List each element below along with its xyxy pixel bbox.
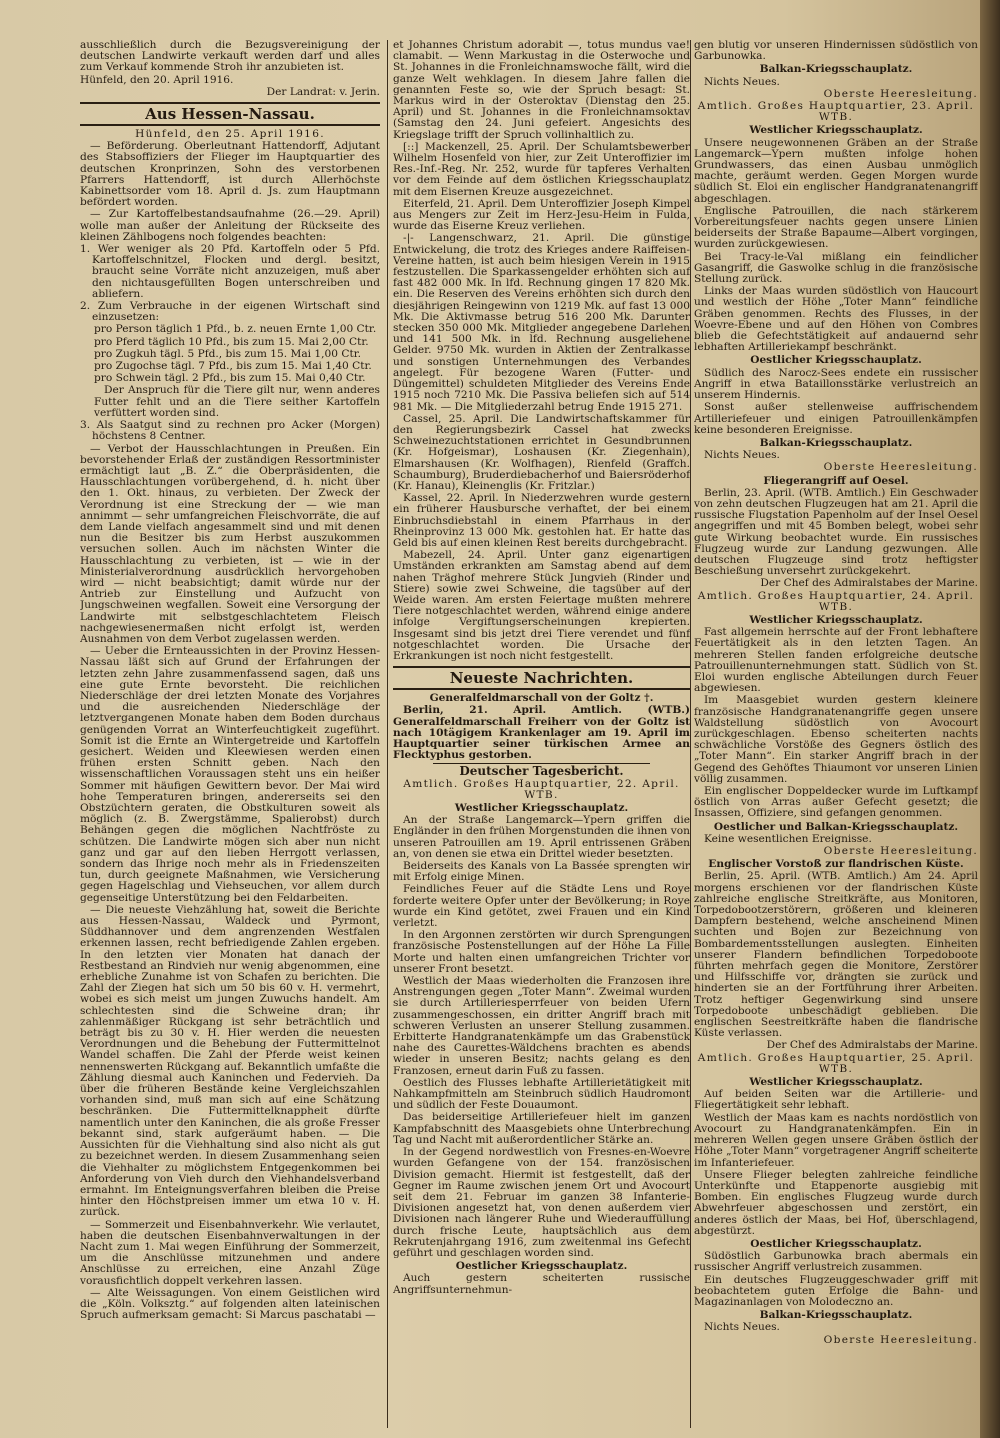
place-date: Hünfeld, den 20. April 1916.	[80, 73, 234, 86]
article-paragraph: Berlin, 21. April. Amtlich. (WTB.) Generalfeldmarschall Freiherr von der Goltz ist nach 10tägigem Krankenlager am 19. April im Hauptquartier seiner türkischen Armee an Flecktyphus gestorben.	[393, 704, 690, 762]
article-paragraph: — Ueber die Ernteaussichten in der Provinz Hessen-Nassau läßt sich auf Grund der Erfahrungen der letzten zehn Jahre zusammenfassend sagen, daß uns eine gute Ernte bevorsteht. Die reichlichen Niederschläge der drei letzten Monate des Vorjahres und die ausreichenden Niederschläge der letztvergangenen Monate haben dem Boden durchaus genügenden Vorrat an Winterfeuchtigkeit zugeführt. Somit ist die Ernte an Wintergetreide und Kartoffeln gesichert. Weiden und Kleewiesen werden einen frühen ersten Schnitt geben. Nach den wissenschaftlichen Voraussagen steht uns ein heißer Sommer mit häufigen Gewittern bevor. Der Mai wird hohe Temperaturen bringen, andererseits sei den Obstzüchtern geraten, die Obstkulturen soweit als möglich (z. B. Zwergstämme, Spalierobst) durch Behängen gegen die möglichen Nachtfröste zu schützen. Die Landwirte mögen sich aber nun nicht ganz und gar auf den lieben Herrgott verlassen, sondern das Ihrige noch mehr als in Friedenszeiten tun, durch geeignete Maßnahmen, wie Versicherung gegen Hagelschlag und Viehseuchen, vor allem durch gegenseitige Unterstützung bei den Feldarbeiten.	[80, 645, 380, 904]
article-paragraph: [::] Mackenzell, 25. April. Der Schulamtsbewerber Wilhelm Hosenfeld von hier, zur Zeit Unteroffizier im Res.-Inf.-Reg. Nr. 252, wurde für tapferes Verhalten vor dem Feinde auf dem östlichen Kriegsschauplatz mit dem Eisernen Kreuze ausgezeichnet.	[393, 140, 690, 198]
article-paragraph: Bei Tracy-le-Val mißlang ein feindlicher Gasangriff, die Gaswolke schlug in die französische Stellung zurück.	[694, 250, 978, 286]
article-paragraph: et Johannes Christum adorabit —, totus mundus vae! clamabit. — Wenn Markustag in die Osterwoche und St. Johannes in die Fronleichnamswoche fällt, wird die ganze Welt wehklagen. In diesem Jahre fallen die genannten Feste so, wie der Spruch besagt: St. Markus wird in der Osteroktav (Dienstag den 25. April) und St. Johannes in die Fronleichnamsoktav (Samstag den 24. Juni gefeiert. Angesichts des Kriegslage trifft der Spruch vollinhaltlich zu.	[393, 40, 690, 141]
subheadline: Westlicher Kriegsschauplatz.	[749, 1076, 923, 1089]
ration-row: pro Zugochse tägl. 7 Pfd., bis zum 15. Mai 1,40 Ctr.	[94, 360, 372, 373]
article-paragraph: Sonst außer stellenweise auffrischendem Artilleriefeuer und einigen Patrouillenkämpfen keine besonderen Ereignisse.	[694, 401, 978, 436]
column-1	[80, 40, 380, 1428]
subheadline: Westlicher Kriegsschauplatz.	[454, 802, 629, 814]
article-paragraph: — Beförderung. Oberleutnant Hattendorff, Adjutant des Stabsoffiziers der Flieger im Hauptquartier des deutschen Kronprinzen, Sohn des verstorbenen Pfarrers Hattendorff, ist durch Allerhöchste Kabinettsorder vom 18. April d. Js. zum Hauptmann befördert worden.	[80, 140, 380, 209]
article-paragraph: An der Straße Langemarck—Ypern griffen die Engländer in den frühen Morgenstunden die ihnen von unseren Patrouillen am 19. April entrissenen Gräben an, von denen sie etwa ein Drittel wieder besetzten.	[393, 814, 690, 860]
article-paragraph: Beiderseits des Kanals von La Bassée sprengten wir mit Erfolg einige Minen.	[393, 860, 690, 884]
ration-row: pro Pferd täglich 10 Pfd., bis zum 15. Mai 2,00 Ctr.	[94, 335, 369, 348]
column-rule	[387, 40, 388, 1428]
list-item: 3. Als Saatgut sind zu rechnen pro Acker (Morgen) höchstens 8 Centner.	[80, 419, 380, 443]
subheadline: Westlicher Kriegsschauplatz.	[749, 124, 923, 137]
page-edge	[980, 0, 1000, 1438]
article-paragraph: Das beiderseitige Artilleriefeuer hielt im ganzen Kampfabschnitt des Maasgebiets ohne Unterbrechung Tag und Nacht mit außerordentlicher Stärke an.	[393, 1111, 690, 1146]
article-paragraph: -|- Langenschwarz, 21. April. Die günstige Entwickelung, die trotz des Krieges andere Raiffeisen-Vereine hatten, ist auch beim hiesigen Verein in 1915 festzustellen. Die Sparkassengelder erhöhten sich auf fast 482 000 Mk. In lfd. Rechnung gingen 17 820 Mk. ein. Die Reserven des Vereins erhöhten sich durch den diesjährigen Reingewinn von 1219 Mk. auf fast 13 000 Mk. Die Aktivmasse betrug 516 200 Mk. Darunter stecken 350 000 Mk. Mitglieder angegebene Darlehen und 141 500 Mk. in lfd. Rechnung ausgeliehene Gelder. 9750 Mk. wurden in Aktien der Zentralkasse und sonstigen Unternehmungen des Verbandes angelegt. Für bezogene Waren (Futter- und Düngemittel) schuldeten Mitglieder des Vereins Ende 1915 noch 7210 Mk. Die Passiva beliefen sich auf 514 981 Mk. — Die Mitgliederzahl betrug Ende 1915 271.	[393, 232, 690, 413]
article-paragraph: — Zur Kartoffelbestandsaufnahme (26.—29. April) wolle man außer der Anleitung der Rückseite des kleinen Zählbogens noch folgendes beachten:	[80, 208, 380, 243]
article-paragraph: gen blutig vor unseren Hindernissen südöstlich von Garbunowka.	[694, 40, 978, 63]
article-paragraph: Nichts Neues.	[704, 75, 780, 88]
article-paragraph: Unsere neugewonnenen Gräben an der Straße Langemarck—Ypern mußten infolge hohen Grundwassers, das einen Ausbau unmöglich machte, geräumt werden. Gegen Morgen wurde südlich St. Eloi ein englischer Handgranatenangriff abgeschlagen.	[694, 136, 978, 205]
signature: Der Chef des Admiralstabs der Marine.	[766, 1039, 978, 1052]
article-paragraph: In der Gegend nordwestlich von Fresnes-en-Woevre wurden Gefangene von der 154. französischen Division gemacht. Hiermit ist festgestellt, daß der Gegner im Raume zwischen jenem Ort und Avocourt seit dem 21. Februar im ganzen 38 Infanterie-Divisionen angesetzt hat, von denen außerdem vier Divisionen nach längerer Ruhe und Wiederauffüllung durch frische Leute, hauptsächlich aus dem Rekrutenjahrgang 1916, zum zweitenmal ins Gefecht geführt und geschlagen worden sind.	[393, 1146, 690, 1259]
subheadline: Oestlicher Kriegsschauplatz.	[750, 1237, 922, 1250]
article-paragraph: Nichts Neues.	[704, 449, 780, 462]
signature: Oberste Heeresleitung.	[823, 461, 978, 474]
article-paragraph: — Verbot der Hausschlachtungen in Preußen. Ein bevorstehender Erlaß der zuständigen Ressortminister ermächtigt laut „B. Z.“ die Oberpräsidenten, die Hausschlachtungen vorübergehend, d. h. nicht über den 1. Okt. hinaus, zu verbieten. Der Zweck der Verordnung ist eine Streckung der — wie man annimmt — sehr umfangreichen Fleischvorräte, die auf dem Lande vielfach angesammelt sind und mit denen nun die Besitzer bis zum Herbst auszukommen versuchen sollen. Auch im nächsten Winter die Hausschlachtung zu verbieten, ist — wie in der Ministerialverordnung ausdrücklich hervorgehoben wird — nicht beabsichtigt; damit würde nur der Antrieb zur Einstellung und Aufzucht von Jungschweinen wegfallen. Soweit eine Versorgung der Landwirte mit selbstgeschlachtetem Fleisch nachgewiesenermaßen nicht erfolgt ist, werden Ausnahmen von dem Verbot zugelassen werden.	[80, 442, 380, 645]
column-3	[694, 40, 978, 1428]
article-paragraph: Mabezell, 24. April. Unter ganz eigenartigen Umständen erkrankten am Samstag abend auf dem nahen Träghof mehrere Stück Jungvieh (Rinder und Stiere) sowie zwei Schweine, die tagsüber auf der Weide waren. Am ersten Feiertage mußten mehrere Tiere notgeschlachtet werden, während einige andere infolge Vergiftungserscheinungen krepierten. Insgesamt sind bis jetzt drei Tiere verendet und fünf notgeschlachtet worden. Die Ursache der Erkrankungen ist noch nicht festgestellt.	[393, 549, 690, 662]
subheadline: Oestlicher Kriegsschauplatz.	[750, 354, 922, 367]
article-paragraph: Ein englischer Doppeldecker wurde im Luftkampf östlich von Arras außer Gefecht gesetzt; die Insassen, Offiziere, sind gefangen genommen.	[694, 785, 978, 820]
article-paragraph: Berlin, 23. April. (WTB. Amtlich.) Ein Geschwader von zehn deutschen Flugzeugen hat am 21. April die russische Flugstation Papenholm auf der Insel Oesel angegriffen und mit 45 Bomben belegt, wobei sehr gute Wirkung beobachtet wurde. Ein russisches Flugzeug wurde zur Landung gezwungen. Alle deutschen Flugzeuge sind trotz heftigster Beschießung unversehrt zurückgekehrt.	[694, 486, 978, 578]
headline: Deutscher Tagesbericht.	[459, 764, 624, 779]
article-paragraph: Oestlich des Flusses lebhafte Artillerietätigkeit mit Nahkampfmitteln am Steinbruch südlich Haudromont und südlich der Feste Douaumont.	[393, 1076, 690, 1112]
headline: Generalfeldmarschall von der Goltz †.	[429, 692, 654, 705]
section-title: Neueste Nachrichten.	[393, 666, 690, 690]
ration-row: pro Schwein tägl. 2 Pfd., bis zum 15. Mai 0,40 Ctr.	[94, 372, 366, 385]
article-paragraph: Im Maasgebiet wurden gestern kleinere französische Handgranatenangriffe gegen unsere Waldstellung südöstlich von Avocourt zurückgeschlagen. Ebenso scheiterten nachts schwächliche Vorstöße des Gegners östlich des „Toter Mann“. Ein starker Angriff brach in der Gegend des Gehöftes Thiaumont vor unseren Linien völlig zusammen.	[694, 694, 978, 785]
headline: Englischer Vorstoß zur flandrischen Küste.	[708, 858, 964, 871]
subheadline: Oestlicher und Balkan-Kriegsschauplatz.	[713, 820, 959, 833]
article-paragraph: Keine wesentlichen Ereignisse.	[704, 832, 872, 845]
article-paragraph: Ein deutsches Flugzeuggeschwader griff mit beobachtetem guten Erfolge die Bahn- und Magazinanlagen von Molodeczno an.	[694, 1273, 978, 1308]
signature: Oberste Heeresleitung.	[823, 87, 978, 100]
article-paragraph: Auch gestern scheiterten russische Angriffsunternehmun-	[393, 1272, 690, 1296]
subheadline: Balkan-Kriegsschauplatz.	[759, 63, 913, 76]
list-item: 1. Wer weniger als 20 Pfd. Kartoffeln oder 5 Pfd. Kartoffelschnitzel, Flocken und dergl. besitzt, braucht seine Vorräte nicht anzuzeigen, muß aber den nichtausgefüllten Bogen unterschreiben und abliefern.	[80, 243, 380, 300]
article-paragraph: — Alte Weissagungen. Von einem Geistlichen wird die „Köln. Volksztg.“ auf folgenden alten lateinischen Spruch aufmerksam gemacht: Si Marcus paschatabi —	[80, 1286, 380, 1322]
column-2	[393, 40, 690, 1428]
article-paragraph: — Sommerzeit und Eisenbahnverkehr. Wie verlautet, haben die deutschen Eisenbahnverwaltungen in der Nacht zum 1. Mai wegen Einführung der Sommerzeit, um die Anschlüsse mitzunehmen und andere Anschlüsse zu erreichen, eine Anzahl Züge vorausfichtlich doppelt verkehren lassen.	[80, 1218, 380, 1287]
subheadline: Balkan-Kriegsschauplatz.	[759, 1309, 913, 1322]
ration-row: pro Zugkuh tägl. 5 Pfd., bis zum 15. Mai 1,00 Ctr.	[94, 347, 362, 360]
signature: Der Chef des Admiralstabes der Marine.	[760, 577, 978, 590]
article-paragraph: Feindliches Feuer auf die Städte Lens und Roye forderte weitere Opfer unter der Bevölkerung; in Roye wurde ein Kind getötet, zwei Frauen und ein Kind verletzt.	[393, 883, 690, 930]
article-paragraph: In den Argonnen zerstörten wir durch Sprengungen französische Postenstellungen auf der Höhe La Fille Morte und halten einen umfangreichen Trichter vor unserer Front besetzt.	[393, 929, 690, 975]
article-paragraph: Südöstlich Garbunowka brach abermals ein russischer Angriff verlustreich zusammen.	[694, 1250, 978, 1274]
hq-line: Amtlich. Großes Hauptquartier, 25. April. WTB.	[697, 1051, 975, 1075]
article-paragraph: Links der Maas wurden südöstlich von Haucourt und westlich der Höhe „Toter Mann“ feindliche Gräben genommen. Rechts des Flusses, in der Woevre-Ebene und auf den Höhen von Combres blieb die Gefechtstätigkeit auf andauernd sehr lebhaften Artilleriekampf beschränkt.	[694, 285, 978, 354]
subheadline: Westlicher Kriegsschauplatz.	[749, 613, 923, 626]
hq-line: Amtlich. Großes Hauptquartier, 22. April. WTB.	[403, 777, 680, 801]
article-paragraph: Cassel, 25. April. Die Landwirtschaftskammer für den Regierungsbezirk Cassel hat zwecks Schweinezuchtstationen errichtet in Gesundbrunnen (Kr. Hofgeismar), Loshausen (Kr. Ziegenhain), Elmarshausen (Kr. Wolfhagen), Rienfeld (Graffch. Schaumburg), Bruderdiebacherhof und Baiersröderhof (Kr. Hanau), Kleinenglis (Kr. Fritzlar.)	[393, 412, 690, 492]
article-paragraph: Nichts Neues.	[704, 1321, 780, 1334]
article-paragraph: Eiterfeld, 21. April. Dem Unteroffizier Joseph Kimpel aus Mengers zur Zeit im Herz-Jesu-Heim in Fulda, wurde das Eiserne Kreuz verliehen.	[393, 197, 690, 233]
article-paragraph: Unsere Flieger belegten zahlreiche feindliche Unterkünfte und Etappenorte ausgiebig mit Bomben. Ein englisches Flugzeug wurde durch Abwehrfeuer abgeschossen und zerstört, ein anderes östlich der Maas, bei Hof, überschlagend, abgestürzt.	[694, 1168, 978, 1237]
subheadline: Oestlicher Kriegsschauplatz.	[455, 1260, 628, 1273]
list-note: Der Anspruch für die Tiere gilt nur, wenn anderes Futter fehlt und an die Tiere seither Kartoffeln verfüttert worden sind.	[94, 384, 380, 419]
article-paragraph: Fast allgemein herrschte auf der Front lebhaftere Feuertätigkeit als in den letzten Tagen. An mehreren Stellen fanden erfolgreiche deutsche Patrouillenunternehmungen statt. Südlich von St. Eloi wurden englische Abteilungen durch Feuer abgewiesen.	[694, 626, 978, 695]
dateline: Hünfeld, den 25. April 1916.	[135, 128, 325, 141]
article-paragraph: Kassel, 22. April. In Niederzwehren wurde gestern ein früherer Hausbursche verhaftet, der bei einem Einbruchsdiebstahl in einem Pfarrhaus in der Rheinprovinz 13 000 Mk. gestohlen hat. Er hatte das Geld bis auf einen kleinen Rest bereits durchgebracht.	[393, 492, 690, 549]
signature: Oberste Heeresleitung.	[823, 845, 978, 858]
hq-line: Amtlich. Großes Hauptquartier, 24. April. WTB.	[697, 589, 975, 613]
article-paragraph: Auf beiden Seiten war die Artillerie- und Fliegertätigkeit sehr lebhaft.	[694, 1088, 978, 1112]
headline: Fliegerangriff auf Oesel.	[763, 474, 909, 487]
article-paragraph: Englische Patrouillen, die nach stärkerem Vorbereitungsfeuer nachts gegen unsere Linien beiderseits der Straße Bapaume—Albert vorgingen, wurden zurückgewiesen.	[694, 204, 978, 251]
instruction-list	[80, 244, 380, 442]
article-paragraph: Westlich der Maas wiederholten die Franzosen ihre Anstrengungen gegen „Toter Mann“. Zweimal wurden sie durch Artilleriesperrfeuer von beiden Ufern zusammengeschossen, ein dritter Angriff brach mit schweren Verlusten an unserer Stellung zusammen. Erbitterte Handgranatenkämpfe um das Grabenstück nahe des Caurettes-Wäldchens brachten es abends wieder in unseren Besitz; nachts gelang es den Franzosen, erneut darin Fuß zu fassen.	[393, 975, 690, 1077]
section-title: Aus Hessen-Nassau.	[80, 102, 380, 126]
intro-text: ausschließlich durch die Bezugsvereinigung der deutschen Landwirte verkauft werden darf und alles zum Verkauf kommende Stroh ihr anzubieten ist.	[80, 40, 380, 74]
subheadline: Balkan-Kriegsschauplatz.	[759, 436, 913, 449]
signature: Der Landrat: v. Jerin.	[266, 85, 380, 98]
list-item: 2. Zum Verbrauche in der eigenen Wirtschaft sind einzusetzen:	[80, 300, 380, 324]
ration-row: pro Person täglich 1 Pfd., b. z. neuen Ernte 1,00 Ctr.	[94, 323, 377, 336]
article-paragraph: Westlich der Maas kam es nachts nordöstlich von Avocourt zu Handgranatenkämpfen. Ein in mehreren Wellen gegen unsere Gräben östlich der Höhe „Toter Mann“ vorgetragener Angriff scheiterte im Infanteriefeuer.	[694, 1111, 978, 1169]
signature: Oberste Heeresleitung.	[823, 1333, 978, 1346]
article-paragraph: Südlich des Narocz-Sees endete ein russischer Angriff in etwa Bataillonsstärke verlustreich an unserem Hindernis.	[694, 366, 978, 402]
article-paragraph: Berlin, 25. April. (WTB. Amtlich.) Am 24. April morgens erschienen vor der flandrischen Küste zahlreiche englische Streitkräfte, aus Monitoren, Torpedobootzerstörern, größeren und kleineren Dampfern bestehend, welche anscheinend Minen suchten und Bojen zur Bezeichnung von Bombardementsstellungen auslegten. Einheiten unserer Flandern befindlichen Torpedoboote führten mehrfach gegen die Monitore, Zerstörer und Hilfsschiffe vor, drängten sie zurück und hinderten sie an der Fortführung ihrer Arbeiten. Trotz heftiger Gegenwirkung sind unsere Torpedoboote unbeschädigt geblieben. Die englischen Seestreitkräfte haben die flandrische Küste verlassen.	[694, 870, 978, 1040]
column-rule	[690, 40, 691, 1428]
article-paragraph: — Die neueste Viehzählung hat, soweit die Berichte aus Hessen-Nassau, Waldeck und Pyrmont, Süddhannover und dem angrenzenden Westfalen erkennen lassen, recht befriedigende Zahlen ergeben. In den letzten vier Monaten hat danach der Restbestand an Rindvieh nur wenig abgenommen, eine erhebliche Zunahme ist von Schafen zu berichten. Die Zahl der Ziegen hat sich um 50 bis 60 v. H. vermehrt, wobei es sich meist um jungen Zuwuchs handelt. Am schlechtesten sind die Schweine dran; ihr zahlenmäßiger Rückgang ist sehr beträchtlich und beträgt bis zu 30 v. H. Hier werden die neuesten Verordnungen und die Behebung der Futtermittelnot Wandel schaffen. Die Zahl der Pferde weist keinen nennenswerten Rückgang auf. Bekanntlich umfaßte die Zählung diesmal auch Kaninchen und Federvieh. Da über die früheren Bestände keine Vergleichszahlen vorhanden sind, muß man sich auf eine Schätzung beschränken. Die Futtermittelknappheit dürfte namentlich unter den Kaninchen, die als große Fresser bekannt sind, stark aufgeräumt haben. — Die Aussichten für die Viehhaltung sind also nicht als gut zu bezeichnet werden. In diesem Zusammenhang seien die Viehhalter zu möglichstem Entgegenkommen bei Anforderung von Vieh durch den Viehhandelsverband ermahnt. Im Enteignungsverfahren bleiben die Preise hinter den Höchstpreisen immer um etwa 10 v. H. zurück.	[80, 903, 380, 1219]
hq-line: Amtlich. Großes Hauptquartier, 23. April. WTB.	[697, 100, 975, 124]
